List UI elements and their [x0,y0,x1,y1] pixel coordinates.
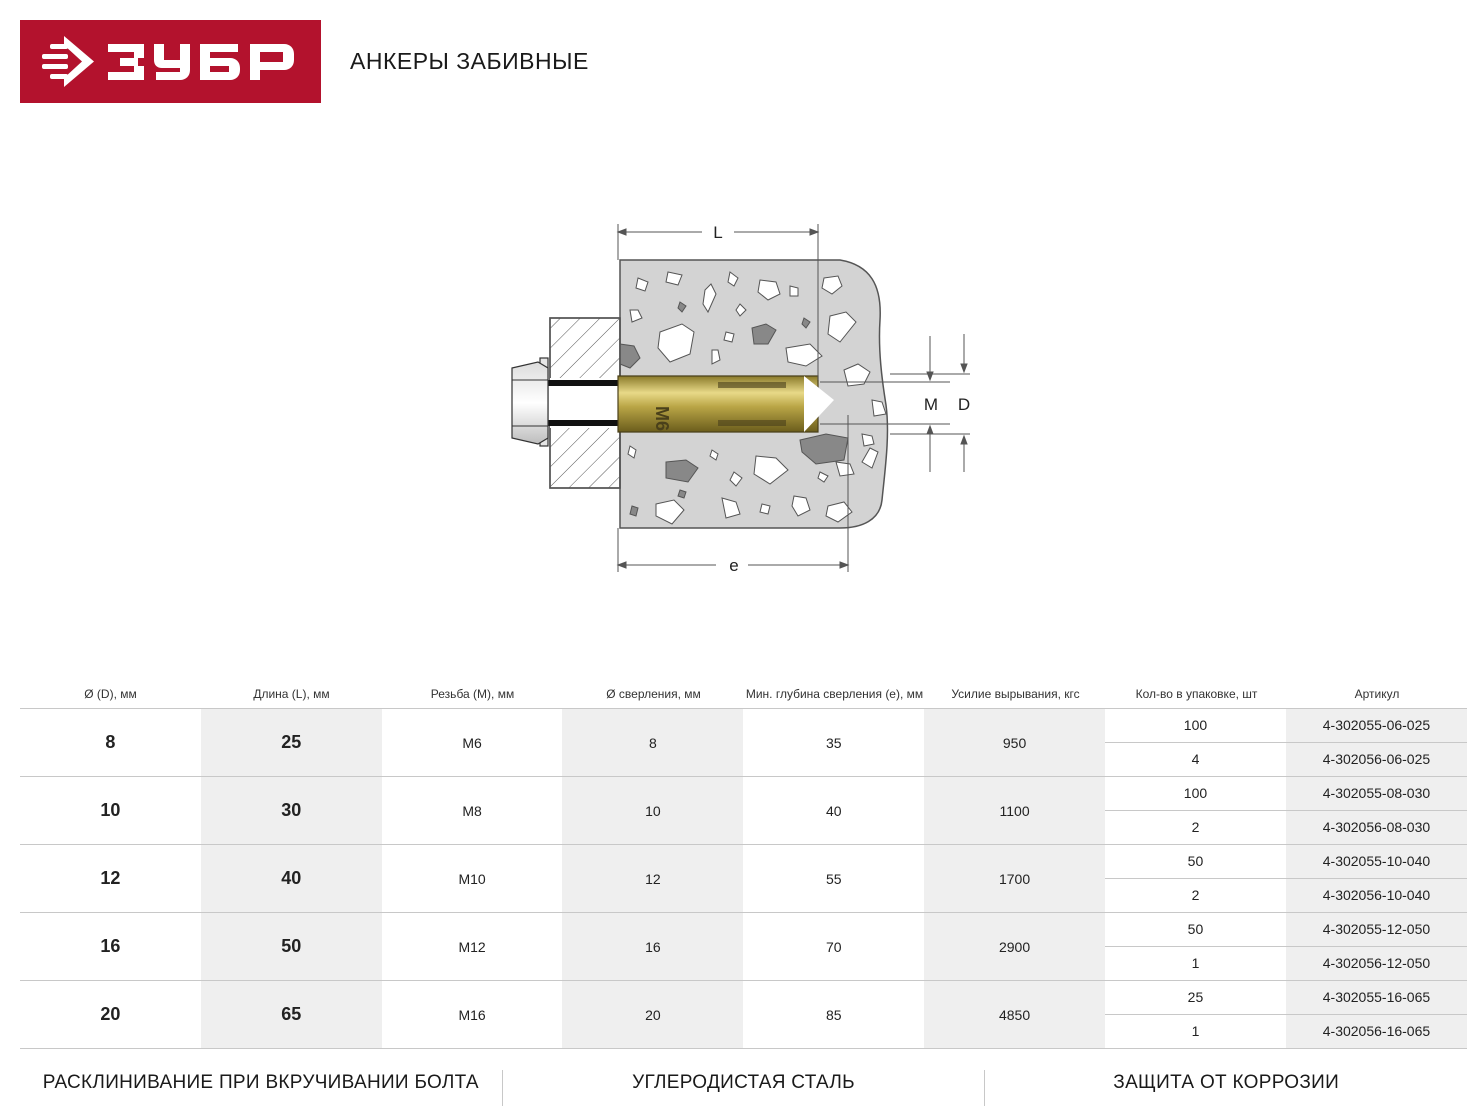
brand-logo [20,20,321,103]
cell-pack-qty: 100 [1183,717,1208,733]
specs-table [20,680,1467,1049]
cell-drill-diameter: 10 [562,777,743,844]
column-header-diameter: Ø (D), мм [84,687,137,701]
cell-diameter: 16 [100,936,121,956]
cell-pack-qty: 25 [1187,989,1204,1005]
cell-article: 4-302055-06-025 [1286,709,1467,742]
cell-pull-force: 1100 [924,777,1105,844]
pack-option-row [1105,742,1467,776]
pack-option-row [1105,878,1467,912]
cell-pack-qty: 2 [1191,887,1200,903]
cell-drill-diameter: 12 [562,845,743,912]
pack-options [1105,709,1467,776]
cell-thread: M12 [458,938,486,955]
cell-article: 4-302055-12-050 [1286,913,1467,946]
dimension-label-thread: M [923,395,939,414]
cell-thread: M16 [458,1006,486,1023]
cell-pack-qty: 1 [1191,955,1200,971]
pack-option-row [1105,810,1467,844]
table-header-row [20,680,1467,709]
cell-pull-force: 1700 [924,845,1105,912]
pack-option-row [1105,946,1467,980]
cell-length: 30 [201,777,382,844]
pack-option-row [1105,913,1467,946]
pack-option-row [1105,777,1467,810]
table-row [20,913,1467,981]
cell-drill-depth: 85 [825,1006,842,1023]
table-row [20,777,1467,845]
cell-length: 50 [201,913,382,980]
cell-diameter: 20 [100,1004,121,1024]
cell-diameter: 8 [105,732,116,752]
column-header-pack-qty: Кол-во в упаковке, шт [1135,687,1258,701]
pack-options [1105,981,1467,1048]
cell-pack-qty: 100 [1183,785,1208,801]
cell-pack-qty: 2 [1191,819,1200,835]
table-row [20,709,1467,777]
feature-material: УГЛЕРОДИСТАЯ СТАЛЬ [632,1072,855,1093]
feature-wedging: РАСКЛИНИВАНИЕ ПРИ ВКРУЧИВАНИИ БОЛТА [42,1072,479,1093]
page-title: АНКЕРЫ ЗАБИВНЫЕ [350,48,589,74]
pack-options [1105,777,1467,844]
cell-thread: M6 [462,734,482,751]
features-bar [20,1058,1467,1108]
cell-article: 4-302056-08-030 [1286,811,1467,844]
cell-drill-depth: 35 [825,734,842,751]
cell-diameter: 12 [100,868,121,888]
anchor-diagram [490,210,990,600]
cell-drill-diameter: 16 [562,913,743,980]
column-header-drill-depth: Мин. глубина сверления (e), мм [745,687,924,701]
column-header-pull-force: Усилие вырывания, кгс [951,687,1080,701]
cell-article: 4-302056-12-050 [1286,947,1467,980]
cell-drill-depth: 55 [825,870,842,887]
anchor-sleeve [618,376,834,432]
cell-pack-qty: 50 [1187,853,1204,869]
anchor-marking: M6 [652,406,672,432]
cell-pack-qty: 1 [1191,1023,1200,1039]
table-row [20,845,1467,913]
column-header-article: Артикул [1354,687,1400,701]
pack-option-row [1105,981,1467,1014]
zubr-logo-icon [20,20,321,103]
cell-article: 4-302056-06-025 [1286,743,1467,776]
dimension-label-depth: e [729,556,739,575]
table-body [20,709,1467,1049]
column-header-drill-diameter: Ø сверления, мм [606,687,701,701]
cell-article: 4-302055-08-030 [1286,777,1467,810]
column-header-thread: Резьба (M), мм [430,687,515,701]
cell-length: 65 [201,981,382,1048]
cell-drill-diameter: 20 [562,981,743,1048]
pack-option-row [1105,709,1467,742]
pack-option-row [1105,845,1467,878]
cell-article: 4-302056-16-065 [1286,1015,1467,1048]
dimension-label-diameter: D [957,395,971,414]
cell-pull-force: 2900 [924,913,1105,980]
column-header-length: Длина (L), мм [253,687,330,701]
cell-length: 25 [201,709,382,776]
table-row [20,981,1467,1049]
pack-options [1105,845,1467,912]
pack-option-row [1105,1014,1467,1048]
cell-length: 40 [201,845,382,912]
cell-drill-diameter: 8 [562,709,743,776]
dimension-label-length: L [713,223,723,242]
cell-thread: M8 [462,802,482,819]
cell-pack-qty: 4 [1191,751,1200,767]
cell-drill-depth: 70 [825,938,842,955]
cell-drill-depth: 40 [825,802,842,819]
cell-pack-qty: 50 [1187,921,1204,937]
cell-article: 4-302055-16-065 [1286,981,1467,1014]
pack-options [1105,913,1467,980]
cell-pull-force: 950 [924,709,1105,776]
cell-pull-force: 4850 [924,981,1105,1048]
cell-thread: M10 [458,870,486,887]
cell-article: 4-302055-10-040 [1286,845,1467,878]
cell-article: 4-302056-10-040 [1286,879,1467,912]
cell-diameter: 10 [100,800,121,820]
feature-corrosion: ЗАЩИТА ОТ КОРРОЗИИ [1113,1072,1340,1093]
bolt-head [512,358,548,446]
